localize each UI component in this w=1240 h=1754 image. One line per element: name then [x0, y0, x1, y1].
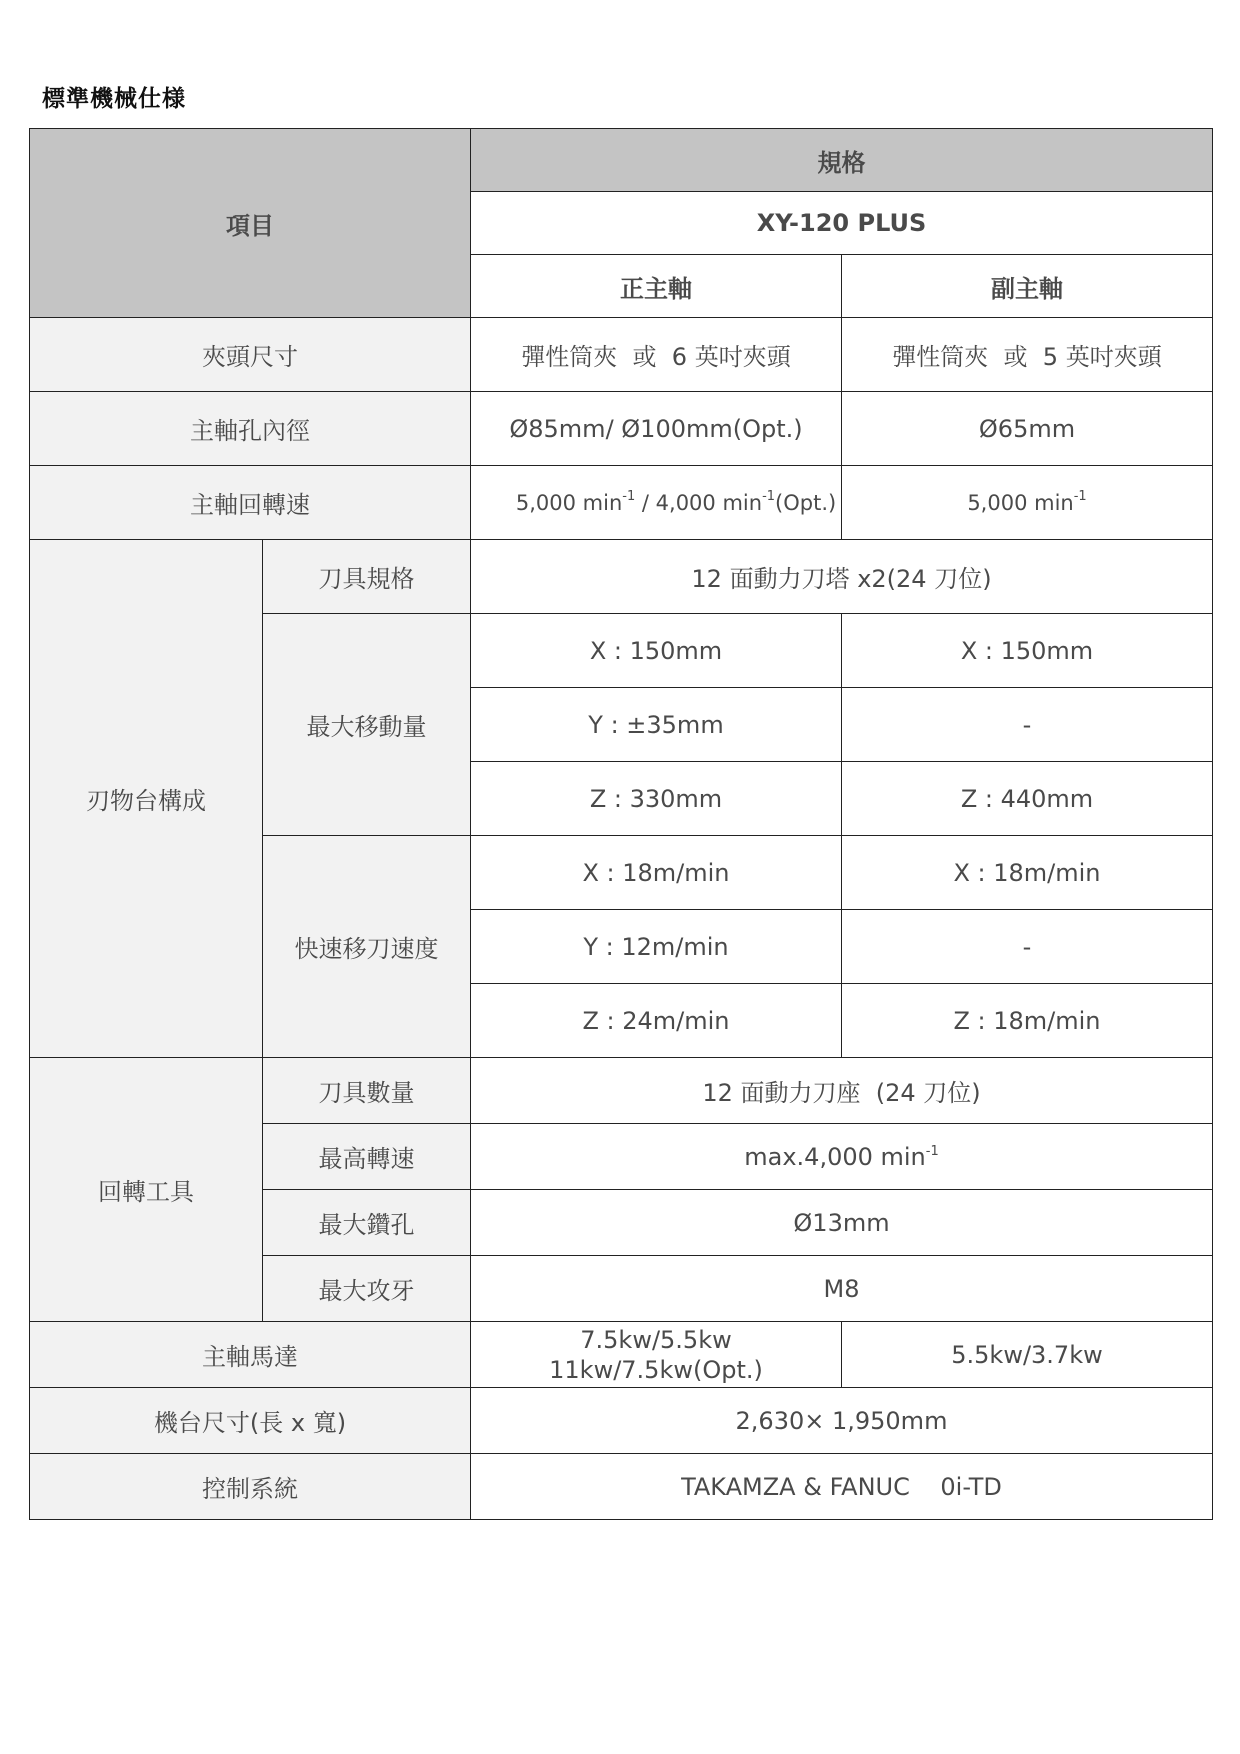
- header-sub-spindle: 副主軸: [842, 255, 1213, 318]
- speed-main-sup-a: -1: [622, 488, 636, 504]
- cell-main: Z : 330mm: [471, 762, 842, 836]
- header-main-spindle: 正主軸: [471, 255, 842, 318]
- cell-main: Y : 12m/min: [471, 910, 842, 984]
- table-row: [30, 392, 1213, 466]
- row-label: 夾頭尺寸: [30, 318, 471, 392]
- row-label: 刀具數量: [263, 1058, 471, 1124]
- row-label: 最大攻牙: [263, 1256, 471, 1322]
- cell-main: Z : 24m/min: [471, 984, 842, 1058]
- cell-sub: X : 18m/min: [842, 836, 1213, 910]
- cell-sub: [842, 466, 1213, 540]
- header-item: 項目: [30, 129, 471, 318]
- header-model: XY-120 PLUS: [471, 192, 1213, 255]
- table-row: [30, 540, 1213, 614]
- group-label-live-tool: 回轉工具: [30, 1058, 263, 1322]
- row-label: 最大鑽孔: [263, 1190, 471, 1256]
- speed-sub-sup: -1: [1073, 488, 1087, 504]
- cell-sub: 彈性筒夾 或 5 英吋夾頭: [842, 318, 1213, 392]
- cell-sub: X : 150mm: [842, 614, 1213, 688]
- speed-main-c: (Opt.): [775, 490, 837, 515]
- row-label: 主軸回轉速: [30, 466, 471, 540]
- table-row: [30, 318, 1213, 392]
- cell-tool-count: 12 面動力刀座 (24 刀位): [471, 1058, 1213, 1124]
- speed-sub: 5,000 min: [967, 490, 1074, 515]
- cell-main: 彈性筒夾 或 6 英吋夾頭: [471, 318, 842, 392]
- cell-sub: -: [842, 910, 1213, 984]
- row-label: 主軸孔內徑: [30, 392, 471, 466]
- row-label: 最大移動量: [263, 614, 471, 836]
- cell-main: X : 150mm: [471, 614, 842, 688]
- row-label: 刀具規格: [263, 540, 471, 614]
- row-label: 主軸馬達: [30, 1322, 471, 1388]
- row-label: 控制系統: [30, 1454, 471, 1520]
- table-row: [30, 466, 1213, 540]
- cell-main: [471, 466, 842, 540]
- cell-sub: 5.5kw/3.7kw: [842, 1322, 1213, 1388]
- max-speed-sup: -1: [925, 1143, 939, 1159]
- max-speed-value: max.4,000 min: [744, 1142, 926, 1171]
- table-row: [30, 1388, 1213, 1454]
- cell-sub: -: [842, 688, 1213, 762]
- row-label: 最高轉速: [263, 1124, 471, 1190]
- motor-main-line2: 11kw/7.5kw(Opt.): [549, 1355, 763, 1384]
- cell-max-drill: Ø13mm: [471, 1190, 1213, 1256]
- motor-main-line1: 7.5kw/5.5kw: [580, 1325, 732, 1354]
- table-row: [30, 1058, 1213, 1124]
- cell-sub: Z : 18m/min: [842, 984, 1213, 1058]
- cell-main: [471, 1322, 842, 1388]
- row-label: 快速移刀速度: [263, 836, 471, 1058]
- cell-main: Ø85mm/ Ø100mm(Opt.): [471, 392, 842, 466]
- cell-main: X : 18m/min: [471, 836, 842, 910]
- cell-sub: Ø65mm: [842, 392, 1213, 466]
- cell-machine-size: 2,630× 1,950mm: [471, 1388, 1213, 1454]
- spec-table: [29, 128, 1213, 1520]
- row-label: 機台尺寸(長 x 寬): [30, 1388, 471, 1454]
- speed-main-b: / 4,000 min: [635, 490, 763, 515]
- header-spec: 規格: [471, 129, 1213, 192]
- cell-tool-spec: 12 面動力刀塔 x2(24 刀位): [471, 540, 1213, 614]
- table-row: [30, 1322, 1213, 1388]
- cell-main: Y : ±35mm: [471, 688, 842, 762]
- page-title: 標準機械仕様: [42, 86, 186, 112]
- table-row: [30, 1454, 1213, 1520]
- cell-max-speed: [471, 1124, 1213, 1190]
- speed-main-sup-b: -1: [762, 488, 776, 504]
- cell-control-system: TAKAMZA & FANUC 0i-TD: [471, 1454, 1213, 1520]
- speed-main-a: 5,000 min: [515, 490, 623, 515]
- cell-sub: Z : 440mm: [842, 762, 1213, 836]
- cell-max-tap: M8: [471, 1256, 1213, 1322]
- group-label-turret: 刃物台構成: [30, 540, 263, 1058]
